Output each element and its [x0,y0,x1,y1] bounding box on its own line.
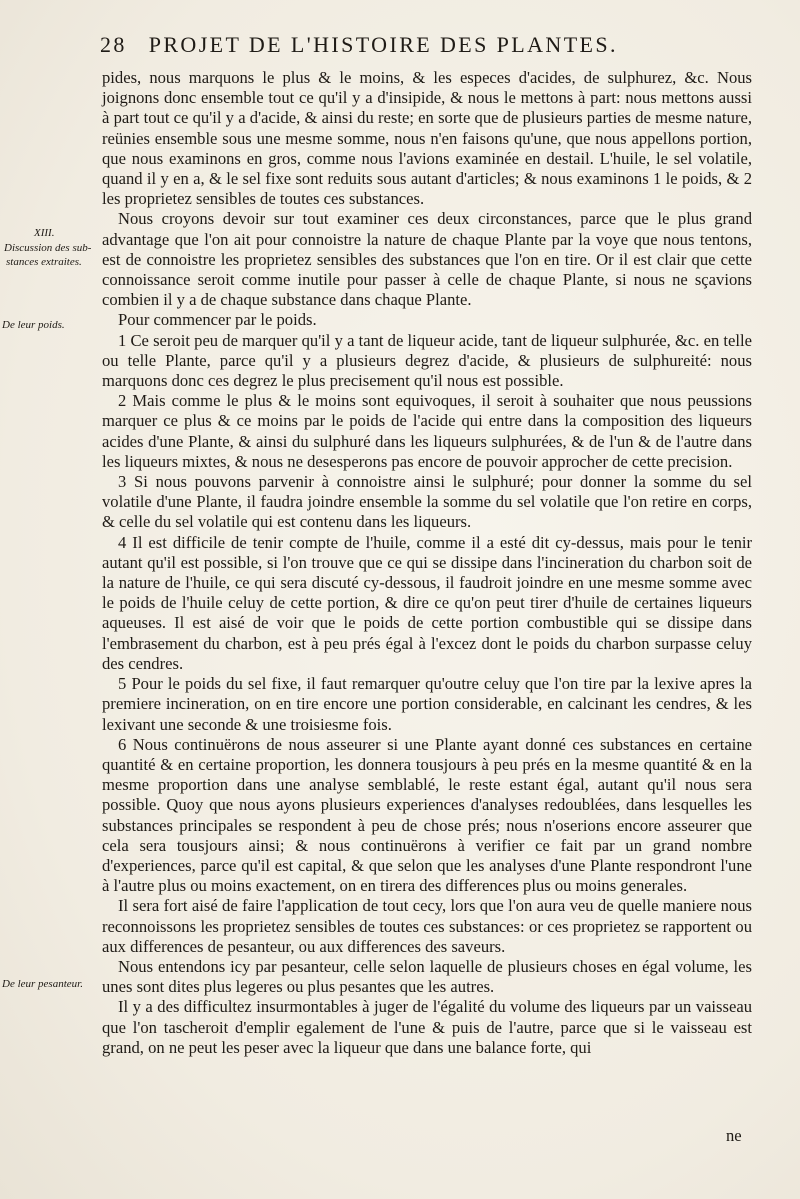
running-head [100,32,760,62]
margin-note-section-number: XIII. [34,227,55,239]
page-number: 28 [100,32,127,57]
catchword: ne [726,1126,742,1145]
paragraph: 1 Ce seroit peu de marquer qu'il y a tant de liqueur acide, tant de liqueur sulphurée, &c. en telle ou telle Plante, parce qu'il y a plusieurs degrez d'acide, & plusieurs de sulphureité: nous marquons donc ces degrez le plus precisement qu'il nous est possible. [102,330,752,391]
paragraph: Nous croyons devoir sur tout examiner ces deux circonstances, parce que le plus grand advantage que l'on ait pour connoistre la nature de chaque Plante par la voye que nous tentons, est de connoistre les proprietez sensibles des substances que l'on en tire. Or il est clair que cette connoissance seroit comme inutile pour passer à celle de chaque Plante, si nous ne sçavions combien il y a de chaque substance dans chaque Plante. [102,209,752,310]
main-text [102,68,752,1058]
margin-notes [0,0,100,1199]
paragraph: pides, nous marquons le plus & le moins, & les especes d'acides, de sulphurez, &c. Nous joignons donc ensemble tout ce qu'il y a d'insipide, & nous le mettons à part: nous mettons aussi à part tout ce qu'il y a d'acide, & ainsi du reste; en sorte que de plusieurs parties de mesme nature, reünies ensemble sous une mesme somme, nous n'en faisons qu'une, que nous appellons portion, que nous examinons en gros, comme nous l'avions examinée en destail. L'huile, le sel volatile, quand il y en a, & le sel fixe sont reduits sous autant d'articles; & nous examinons 1 le poids, & 2 les proprietez sensibles de toutes ces substances. [102,68,752,209]
margin-note-discussion-line1: Discussion des sub- [4,242,92,254]
paragraph: 4 Il est difficile de tenir compte de l'huile, comme il a esté dit cy-dessus, mais pour le tenir autant qu'il est possible, si l'on trouve que ce qui se dissipe dans l'incineration du charbon soit de la nature de l'huile, ce qui sera discuté cy-dessous, il faudroit joindre en une mesme somme avec le poids de l'huile celuy de cette portion, & dire ce qu'on peut tirer d'huile de certaines liqueurs aqueuses. Il est aisé de voir que le poids de cette portion combustible qui se dissipe dans l'embrasement du charbon, est à peu prés égal à l'excez dont le poids du charbon surpasse celuy des cendres. [102,532,752,673]
paragraph: Il sera fort aisé de faire l'application de tout cecy, lors que l'on aura veu de quelle maniere nous reconnoissons les proprietez sensibles de toutes ces substances: or ces proprietez se rapportent ou aux differences de pesanteur, ou aux differences des saveurs. [102,896,752,956]
margin-note-discussion-line2: stances extraites. [6,256,82,268]
paragraph: Pour commencer par le poids. [118,310,317,330]
paragraph: 5 Pour le poids du sel fixe, il faut remarquer qu'outre celuy que l'on tire par la lexive apres la premiere incineration, on en tire encore une portion considerable, en calcinant les cendres, & les lexivant une seconde & une troisiesme fois. [102,674,752,734]
margin-note-heaviness: De leur pesanteur. [2,978,83,990]
paragraph: 3 Si nous pouvons parvenir à connoistre ainsi le sulphuré; pour donner la somme du sel volatile d'une Plante, il faudra joindre ensemble la somme du sel volatile que l'on retire en corps, & celle du sel volatile qui est contenu dans les liqueurs. [102,472,752,532]
paragraph: 6 Nous continuërons de nous asseurer si une Plante ayant donné ces substances en certaine quantité & en certaine proportion, les donnera tousjours à peu prés en la mesme quantité & en la mesme proportion dans une analyse semblablé, le reste estant égal, autant qu'il nous sera possible. Quoy que nous ayons plusieurs experiences d'analyses redoublées, dans lesquelles les substances principales se respondent à peu de chose prés; nous n'oserions encore asseurer que cela sera tousjours ainsi; & nous continuërons à verifier ce fait par un grand nombre d'experiences, parce qu'il est capital, & que selon que les analyses d'une Plante respondront l'une à l'autre plus ou moins exactement, on en tirera des differences plus ou moins generales. [102,734,752,896]
running-title: PROJET DE L'HISTOIRE DES PLANTES. [148,32,618,57]
paragraph: Il y a des difficultez insurmontables à juger de l'égalité du volume des liqueurs par un vaisseau que l'on tascheroit d'emplir egalement de l'une & puis de l'autre, parce que si le vaisseau est grand, on ne peut les peser avec la liqueur que dans une balance forte, qui [102,997,752,1057]
margin-note-weight: De leur poids. [2,319,65,331]
paragraph: 2 Mais comme le plus & le moins sont equivoques, il seroit à souhaiter que nous peussions marquer ce plus & ce moins par le poids de l'acide qui entre dans la composition des liqueurs acides d'une Plante, & ainsi du sulphuré dans les liqueurs sulphurées, & de l'un & de l'autre dans les liqueurs mixtes, & nous ne desesperons pas encore de pouvoir approcher de cette precision. [102,391,752,471]
paragraph: Nous entendons icy par pesanteur, celle selon laquelle de plusieurs choses en égal volume, les unes sont dites plus legeres ou plus pesantes que les autres. [102,956,752,997]
